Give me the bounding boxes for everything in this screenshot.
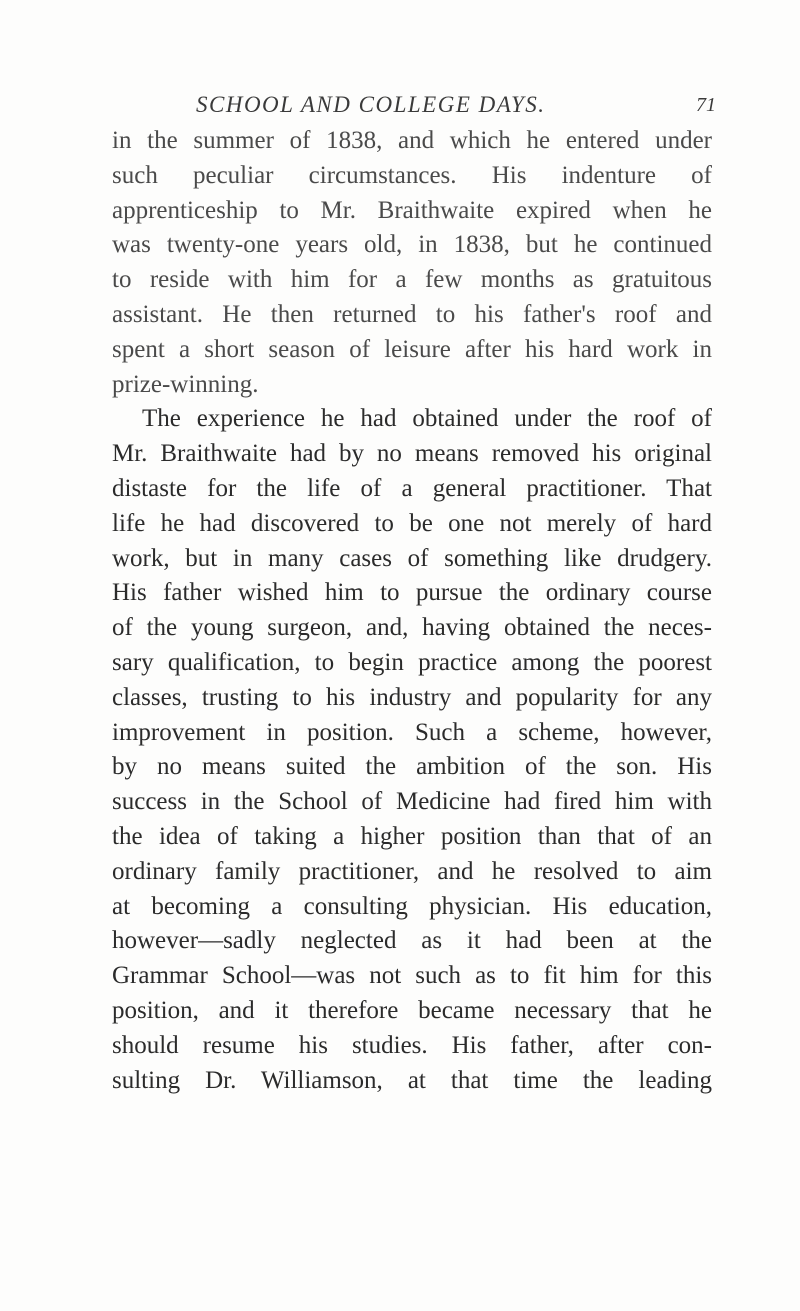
text-line: at becoming a consulting physician. His education,: [112, 892, 712, 920]
text-line: His father wished him to pursue the ordinary course: [112, 579, 712, 607]
text-line: work, but in many cases of something like drudgery.: [112, 544, 712, 572]
text-line: was twenty-one years old, in 1838, but he continued: [112, 231, 712, 259]
page-number: 71: [696, 94, 716, 116]
paragraph: [112, 124, 712, 402]
text-line: to reside with him for a few months as gratuitous: [112, 266, 712, 294]
text-line: the idea of taking a higher position than that of an: [112, 822, 712, 850]
text-line: Mr. Braithwaite had by no means removed his original: [112, 440, 712, 468]
text-line: prize-winning.: [112, 370, 259, 398]
text-line: sary qualification, to begin practice among the poorest: [112, 648, 712, 676]
text-line: by no means suited the ambition of the son. His: [112, 753, 712, 781]
text-line: such peculiar circumstances. His indenture of: [112, 161, 712, 189]
text-line: classes, trusting to his industry and popularity for any: [112, 683, 712, 711]
paragraph: [112, 402, 712, 1098]
text-line: distaste for the life of a general practitioner. That: [112, 474, 712, 502]
text-line: spent a short season of leisure after his hard work in: [112, 335, 712, 363]
text-line: apprenticeship to Mr. Braithwaite expired when he: [112, 196, 712, 224]
text-line: in the summer of 1838, and which he entered under: [112, 127, 712, 154]
running-head: SCHOOL AND COLLEGE DAYS.: [196, 92, 546, 117]
text-line: however—sadly neglected as it had been at the: [112, 927, 712, 955]
text-line: sulting Dr. Williamson, at that time the leading: [112, 1066, 712, 1094]
text-line: improvement in position. Such a scheme, however,: [112, 718, 712, 746]
text-line: Grammar School—was not such as to fit him for this: [112, 962, 712, 990]
text-line: should resume his studies. His father, after con-: [112, 1031, 712, 1059]
text-line: life he had discovered to be one not merely of hard: [112, 509, 712, 537]
text-line: of the young surgeon, and, having obtained the neces-: [112, 614, 712, 642]
text-line: success in the School of Medicine had fired him with: [112, 788, 712, 816]
text-line: position, and it therefore became necessary that he: [112, 996, 712, 1024]
text-line: ordinary family practitioner, and he resolved to aim: [112, 857, 712, 885]
body-text: [112, 124, 712, 1098]
text-line: The experience he had obtained under the roof of: [142, 405, 712, 433]
text-line: assistant. He then returned to his father's roof and: [112, 300, 712, 328]
